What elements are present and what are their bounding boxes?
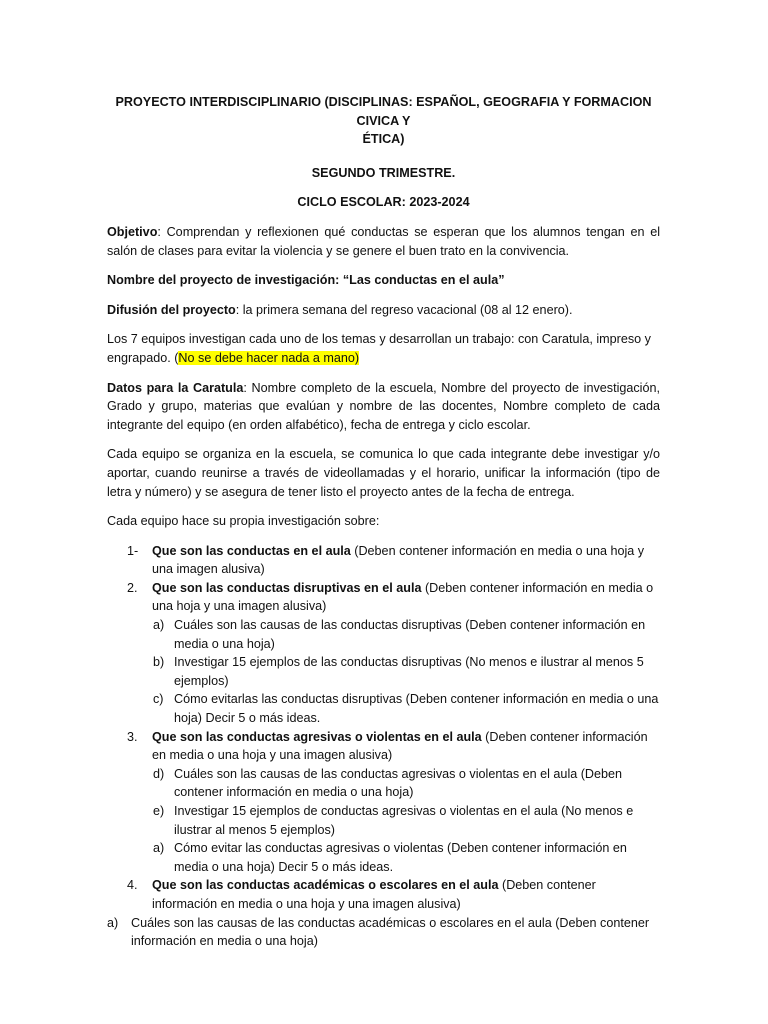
sub-list-marker: a) bbox=[153, 841, 165, 856]
sub-list-text: Cuáles son las causas de las conductas académicas o escolares en el aula (Deben contener información en media o una hoja) bbox=[131, 915, 650, 949]
organizacion-paragraph: Cada equipo se organiza en la escuela, se comunica lo que cada integrante debe investigar y/o aportar, cuando reunirse a través de videollamadas y el horario, unificar la información (tipo de letra y número) y se asegura de tener listo el proyecto antes de la fecha de entrega. bbox=[107, 447, 660, 499]
highlighted-note: No se debe hacer nada a mano) bbox=[178, 350, 360, 365]
sub-list-item bbox=[107, 802, 660, 839]
sub-list-marker: d) bbox=[153, 766, 165, 781]
document-content bbox=[107, 93, 660, 951]
sub-list-marker: e) bbox=[153, 804, 165, 818]
difusion-label: Difusión del proyecto bbox=[107, 302, 236, 317]
sub-list-text: Investigar 15 ejemplos de conductas agresivas o violentas en el aula (No menos e ilustrar al menos 5 ejemplos) bbox=[174, 804, 634, 837]
list-item-title: Que son las conductas agresivas o violentas en el aula bbox=[152, 729, 482, 744]
sub-list-item bbox=[107, 653, 660, 690]
caratula-paragraph bbox=[107, 379, 660, 435]
caratula-label: Datos para la Caratula bbox=[107, 380, 244, 395]
difusion-paragraph bbox=[107, 301, 660, 320]
list-marker: 4. bbox=[127, 878, 138, 893]
sub-list-marker: a) bbox=[153, 618, 165, 633]
list-item-desc: (Deben contener información en media o una hoja y una imagen alusiva) bbox=[152, 580, 654, 614]
sub-list-item bbox=[107, 765, 660, 802]
lista-intro: Cada equipo hace su propia investigación sobre: bbox=[107, 514, 380, 529]
sub-list-text: Cuáles son las causas de las conductas agresivas o violentas en el aula (Deben contener información en media o una hoja) bbox=[174, 766, 623, 800]
list-item-desc: (Deben contener información en media o una hoja y una imagen alusiva) bbox=[152, 729, 648, 763]
difusion-text: : la primera semana del regreso vacacional (08 al 12 enero). bbox=[235, 302, 573, 317]
list-item-title: Que son las conductas disruptivas en el aula bbox=[152, 580, 422, 595]
sub-list-marker: c) bbox=[153, 692, 164, 707]
list-item-title: Que son las conductas académicas o escolares en el aula bbox=[152, 878, 499, 893]
sub-list-item bbox=[107, 616, 660, 653]
title-line-2: ÉTICA) bbox=[362, 132, 405, 147]
list-item bbox=[107, 542, 660, 579]
sub-list-marker: b) bbox=[153, 655, 165, 670]
equipos-paragraph bbox=[107, 330, 660, 367]
list-item bbox=[107, 876, 660, 913]
sub-list-item bbox=[107, 690, 660, 727]
nombre-proyecto-text: Nombre del proyecto de investigación: “Las conductas en el aula” bbox=[107, 273, 505, 288]
objetivo-label: Objetivo bbox=[107, 224, 158, 239]
list-item-title: Que son las conductas en el aula bbox=[152, 543, 351, 558]
sub-list-item bbox=[107, 839, 660, 876]
trimestre-heading: SEGUNDO TRIMESTRE. bbox=[311, 165, 456, 180]
title-line-1: PROYECTO INTERDISCIPLINARIO (DISCIPLINAS: ESPAÑOL, GEOGRAFIA Y FORMACION CIVICA Y bbox=[115, 95, 652, 128]
equipos-text: Los 7 equipos investigan cada uno de los temas y desarrollan un trabajo: con Caratula, impreso y engrapado. ( bbox=[107, 332, 651, 365]
list-marker: 3. bbox=[127, 729, 138, 744]
objetivo-paragraph bbox=[107, 223, 660, 260]
list-item bbox=[107, 579, 660, 616]
objetivo-text: : Comprendan y reflexionen qué conductas se esperan que los alumnos tengan en el salón de clases para evitar la violencia y se genere el buen trato en la convivencia. bbox=[107, 224, 660, 258]
caratula-text: : Nombre completo de la escuela, Nombre del proyecto de investigación, Grado y grupo, materias que evalúan y nombre de las docentes, Nombre completo de cada integrante del equipo (en orden alfabético), fecha de entrega y ciclo escolar. bbox=[107, 380, 660, 432]
sub-list-text: Investigar 15 ejemplos de las conductas disruptivas (No menos e ilustrar al menos 5 ejemplos) bbox=[174, 655, 644, 688]
sub-list-marker: a) bbox=[107, 915, 119, 930]
sub-list-text: Cómo evitar las conductas agresivas o violentas (Deben contener información en media o una hoja) Decir 5 o más ideas. bbox=[174, 841, 627, 874]
list-item-desc: (Deben contener información en media o una hoja y una imagen alusiva) bbox=[152, 878, 596, 911]
nombre-proyecto-paragraph bbox=[107, 271, 660, 290]
list-marker: 1- bbox=[127, 543, 139, 558]
sub-list-text: Cómo evitarlas las conductas disruptivas (Deben contener información en media o una hoja) Decir 5 o más ideas. bbox=[174, 692, 659, 726]
ciclo-heading: CICLO ESCOLAR: 2023-2024 bbox=[297, 195, 470, 210]
sub-list-text: Cuáles son las causas de las conductas disruptivas (Deben contener información en media o una hoja) bbox=[174, 618, 646, 651]
list-item-desc: (Deben contener información en media o una hoja y una imagen alusiva) bbox=[152, 543, 645, 577]
document-title bbox=[107, 93, 660, 149]
sub-list-item bbox=[107, 914, 660, 951]
list-item bbox=[107, 728, 660, 765]
research-topics-list bbox=[107, 542, 660, 951]
list-marker: 2. bbox=[127, 580, 138, 595]
